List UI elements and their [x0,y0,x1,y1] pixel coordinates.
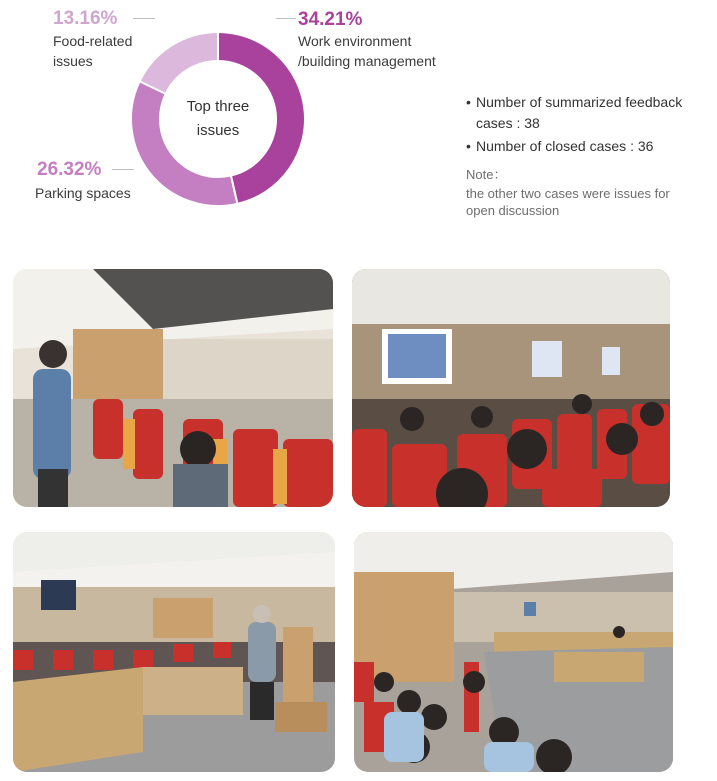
donut-slice-2 [140,32,218,94]
photo-auditorium-3 [13,532,335,772]
photo-auditorium-2 [352,269,670,507]
leader-line-work [276,18,296,19]
center-label-line-2: issues [196,122,240,139]
photo-auditorium-4 [354,532,673,772]
slice-label-line: Work environment [298,33,412,49]
bullet-icon: • [466,94,471,110]
center-label-line-1: Top three [186,98,250,115]
slice-value-parking: 26.32% [37,159,102,180]
leader-line-parking [112,169,134,170]
stat-item [466,136,716,157]
leader-line-food [133,18,155,19]
stat-text-cont: cases : 38 [476,115,540,131]
slice-label-food [53,31,132,71]
bullet-icon: • [466,138,471,154]
slice-label-line: Food-related [53,33,133,49]
slice-label-parking: Parking spaces [35,185,131,201]
note-title: Note： [466,167,507,182]
slice-label-line: issues [53,53,93,69]
slice-label-work-environment [298,31,436,71]
stat-item [466,92,716,113]
stat-text: Number of closed cases : 36 [476,138,654,154]
note-line: open discussion [466,203,560,218]
photo-auditorium-1 [13,269,333,507]
donut-center-label [160,95,276,143]
slice-value-work-environment: 34.21% [298,9,363,30]
note [466,166,706,219]
note-line: the other two cases were issues for [466,186,670,201]
feedback-stats [466,92,716,157]
stat-text: Number of summarized feedback [476,94,683,110]
slice-label-line: /building management [298,53,436,69]
slice-value-food: 13.16% [53,8,118,29]
